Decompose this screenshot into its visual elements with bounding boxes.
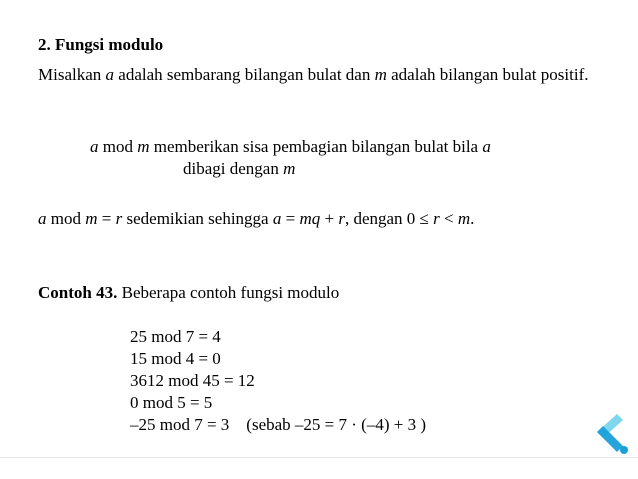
example-item: 0 mod 5 = 5	[130, 393, 213, 412]
example-item: 25 mod 7 = 4	[130, 327, 221, 346]
intro-paragraph: Misalkan a adalah sembarang bilangan bulat dan m adalah bilangan bulat positif.	[38, 65, 589, 84]
example-item: 3612 mod 45 = 12	[130, 371, 255, 390]
example-heading	[38, 283, 339, 303]
example-item: 15 mod 4 = 0	[130, 349, 221, 368]
chevron-logo-icon	[587, 411, 631, 457]
footer-divider	[0, 457, 638, 458]
modulo-equation: a mod m = r sedemikian sehingga a = mq + r, dengan 0 ≤ r < m.	[38, 209, 475, 228]
example-item: –25 mod 7 = 3 (sebab –25 = 7 · (–4) + 3 )	[130, 415, 426, 434]
example-list	[130, 326, 426, 436]
example-label: Contoh 43.	[38, 283, 118, 302]
example-description: Beberapa contoh fungsi modulo	[117, 283, 340, 302]
definition-line-2: dibagi dengan m	[183, 159, 296, 178]
definition-line-1: a mod m memberikan sisa pembagian bilangan bulat bila a	[90, 137, 491, 156]
section-title: 2. Fungsi modulo	[38, 35, 164, 54]
